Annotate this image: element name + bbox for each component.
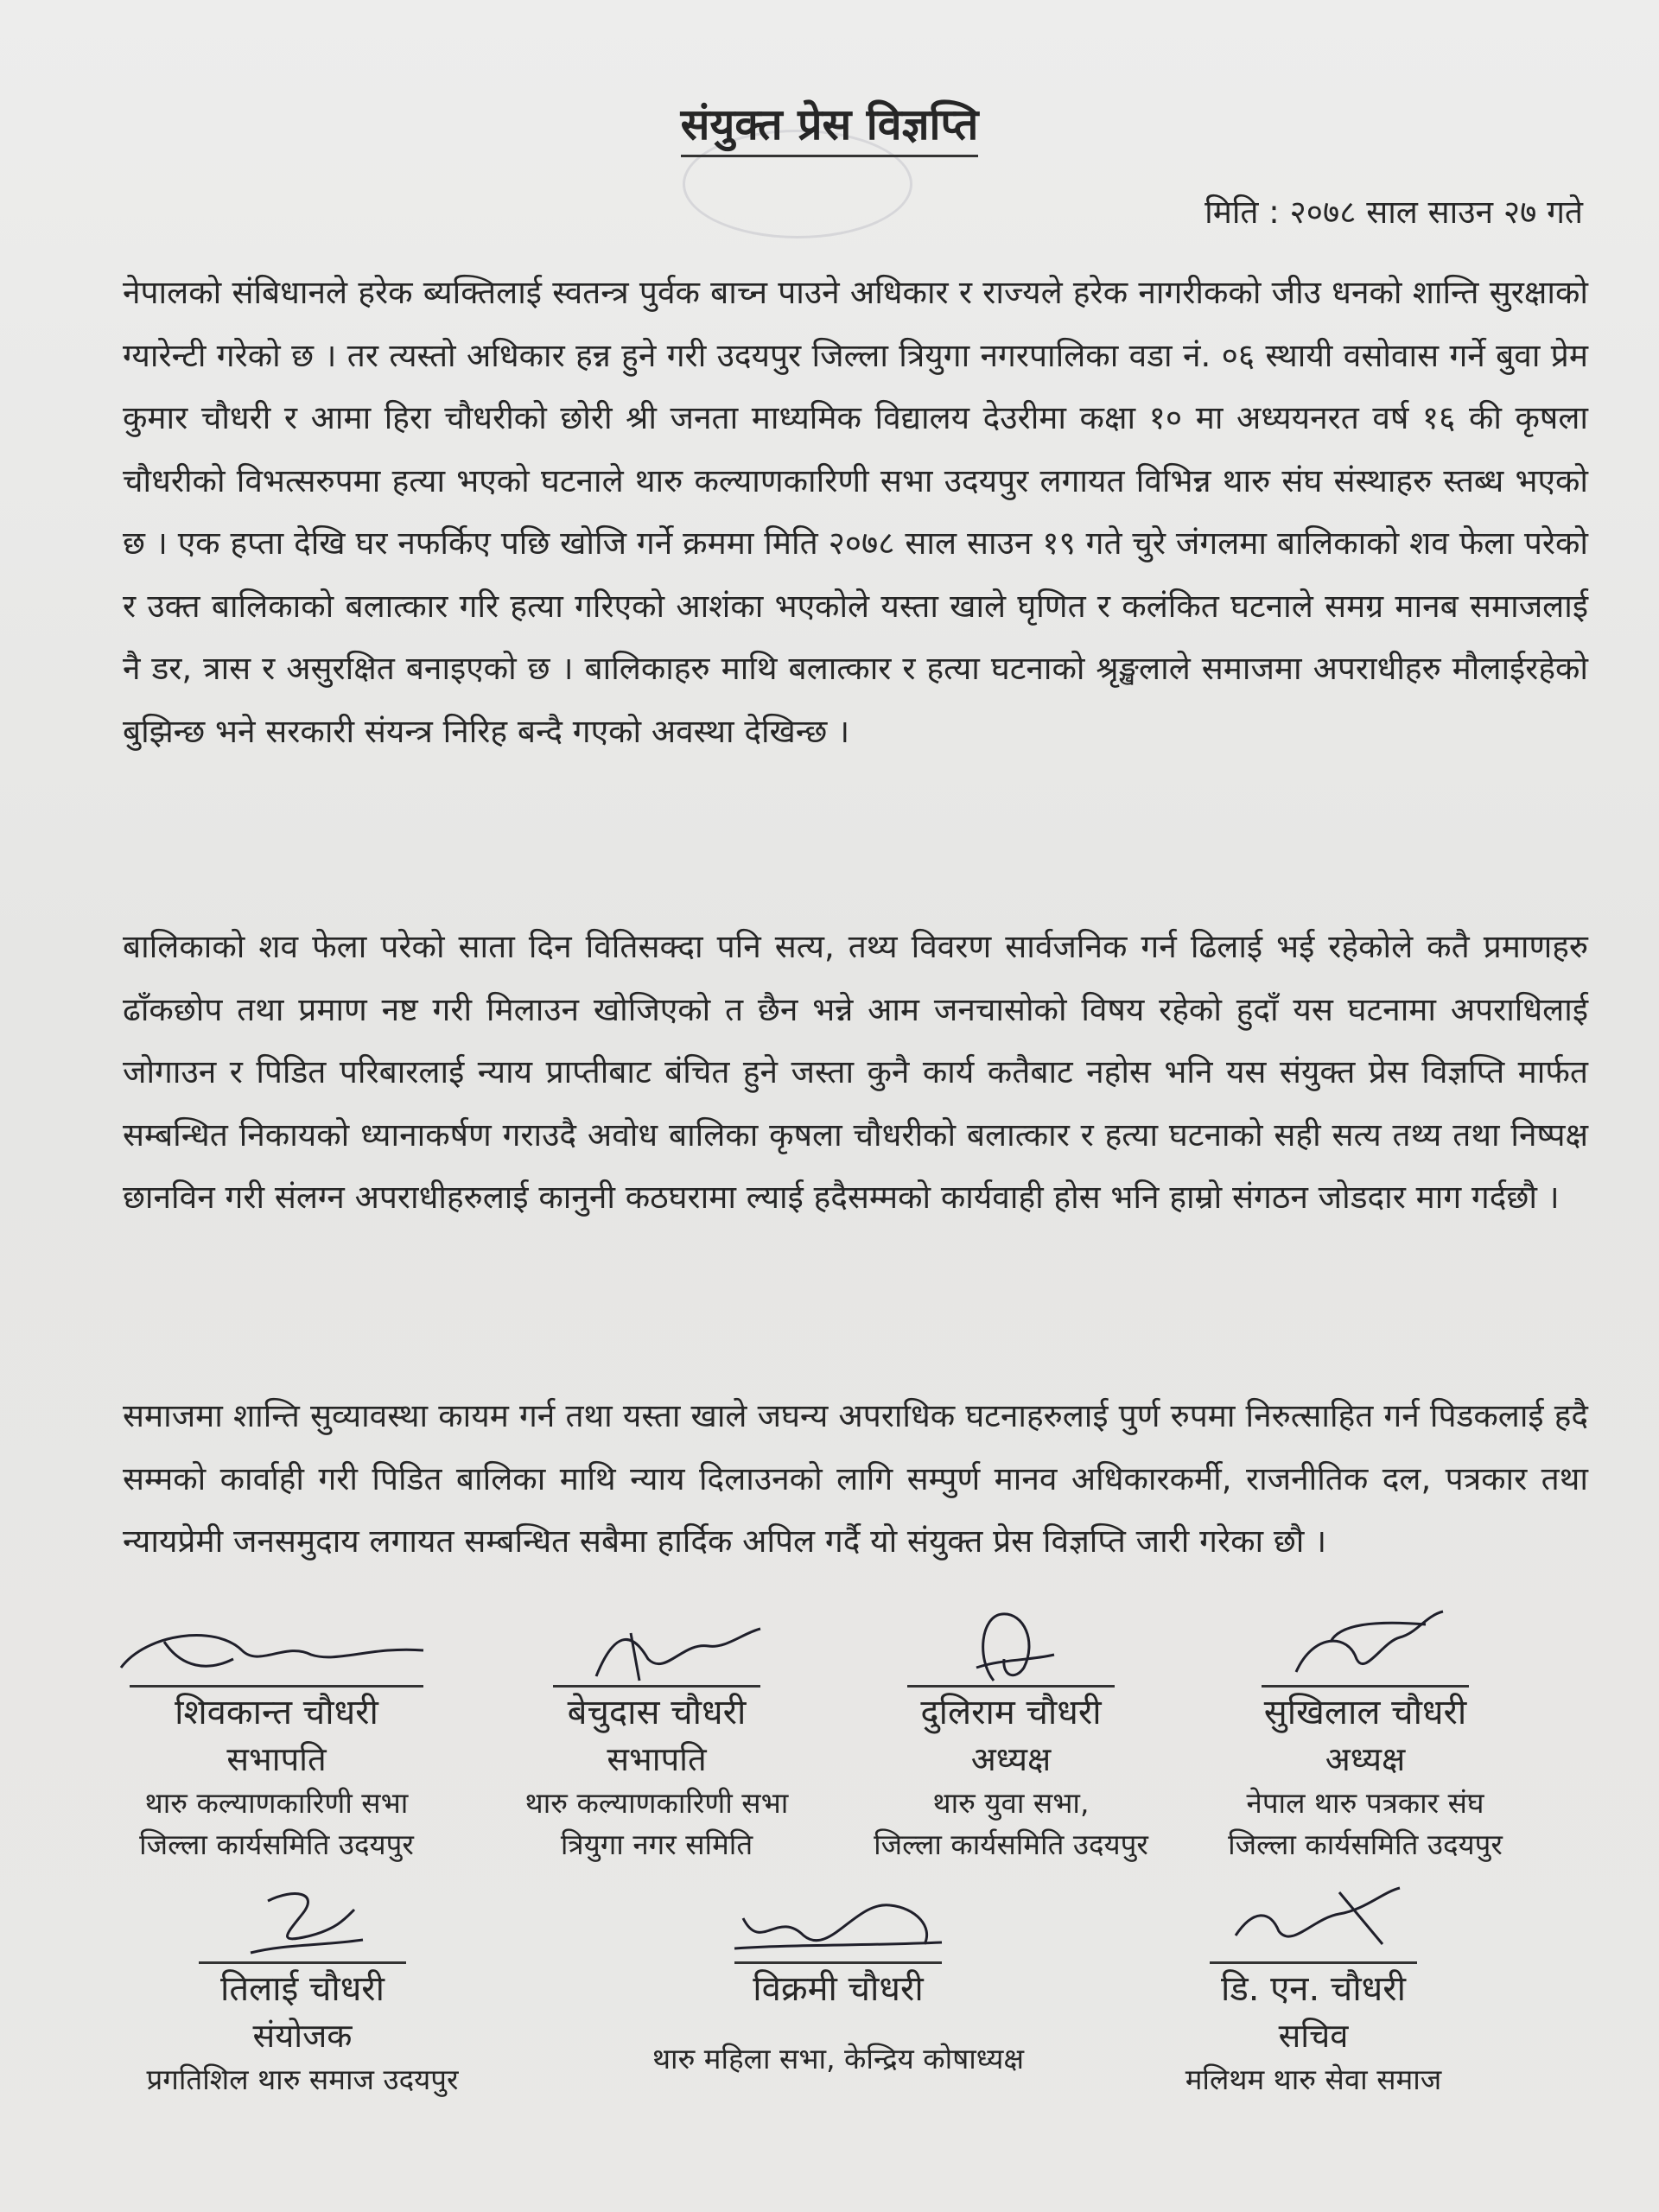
signature-scribble <box>1210 1884 1417 1961</box>
signatory-role: सचिव <box>1278 2017 1349 2055</box>
paragraph-3: समाजमा शान्ति सुव्यावस्था कायम गर्न तथा यस्ता खाले जघन्य अपराधिक घटनाहरुलाई पुर्ण रुपमा निरुत्साहित गर्न पिडकलाई हदै सम्मको कार्वाही गरी पिडित बालिका माथि न्याय दिलाउनको लागि सम्पुर्ण मानव अधिकारकर्मी, राजनीतिक दल, पत्रकार तथा न्यायप्रेमी जनसमुदाय लगायत सम्बन्धित सबैमा हार्दिक अपिल गर्दै यो संयुक्त प्रेस विज्ञप्ति जारी गरेका छौ । <box>123 1397 1588 1560</box>
signatory-org: थारु महिला सभा, केन्द्रिय कोषाध्यक्ष <box>652 2042 1025 2075</box>
signatory-role: संयोजक <box>252 2017 353 2055</box>
signature-scribble <box>216 1884 389 1961</box>
signatory-6 <box>596 1884 1080 2080</box>
document-title: संयुक्त प्रेस विज्ञप्ति <box>0 93 1659 152</box>
signature-scribble <box>942 1607 1080 1685</box>
signatory-org: प्रगतिशिल थारु समाज उदयपुर <box>146 2063 459 2096</box>
document-date: मिति : २०७८ साल साउन २७ गते <box>1205 194 1583 231</box>
signatory-org: नेपाल थारु पत्रकार संघ <box>1246 1786 1484 1820</box>
signatory-org: थारु कल्याणकारिणी सभा <box>144 1786 409 1820</box>
signatory-org: थारु युवा सभा, <box>932 1786 1090 1820</box>
signatory-org: मलिथम थारु सेवा समाज <box>1185 2063 1442 2096</box>
signatory-5 <box>104 1884 501 2101</box>
signature-scribble <box>544 1624 769 1685</box>
signatory-org: जिल्ला कार्यसमिति उदयपुर <box>1228 1827 1503 1861</box>
signatory-3 <box>830 1607 1192 1866</box>
paragraph-1: नेपालको संबिधानले हरेक ब्यक्तिलाई स्वतन्त्र पुर्वक बाच्न पाउने अधिकार र राज्यले हरेक नागरीकको जीउ धनको शान्ति सुरक्षाको ग्यारेन्टी गरेको छ । तर त्यस्तो अधिकार हन्न हुने गरी उदयपुर जिल्ला त्रियुगा नगरपालिका वडा नं. ०६ स्थायी वसोवास गर्ने बुवा प्रेम कुमार चौधरी र आमा हिरा चौधरीको छोरी श्री जनता माध्यमिक विद्यालय देउरीमा कक्षा १० मा अध्ययनरत वर्ष १६ की कृषला चौधरीको विभत्सरुपमा हत्या भएको घटनाले थारु कल्याणकारिणी सभा उदयपुर लगायत विभिन्न थारु संघ संस्थाहरु स्तब्ध भएको छ । एक हप्ता देखि घर नफर्किए पछि खोजि गर्ने क्रममा मिति २०७८ साल साउन १९ गते चुरे जंगलमा बालिकाको शव फेला परेको र उक्त बालिकाको बलात्कार गरि हत्या गरिएको आशंका भएकोले यस्ता खाले घृणित र कलंकित घटनाले समग्र मानब समाजलाई नै डर, त्रास र असुरक्षित बनाइएको छ । बालिकाहरु माथि बलात्कार र हत्या घटनाको श्रृङ्खलाले समाजमा अपराधीहरु मौलाईरहेको बुझिन्छ भने सरकारी संयन्त्र निरिह बन्दै गएको अवस्था देखिन्छ । <box>123 274 1588 750</box>
signature-scribble <box>112 1624 441 1685</box>
signatory-name: डि. एन. चौधरी <box>1220 1969 1407 2009</box>
signatory-name: तिलाई चौधरी <box>219 1969 385 2009</box>
signatory-4 <box>1175 1607 1555 1866</box>
signatory-role: सभापति <box>607 1740 707 1778</box>
signatory-role: अध्यक्ष <box>970 1740 1052 1778</box>
signatory-name: दुलिराम चौधरी <box>920 1693 1102 1732</box>
paragraph-2: बालिकाको शव फेला परेको साता दिन वितिसक्दा पनि सत्य, तथ्य विवरण सार्वजनिक गर्न ढिलाई भई रहेकोले कतै प्रमाणहरु ढाँकछोप तथा प्रमाण नष्ट गरी मिलाउन खोजिएको त छैन भन्ने आम जनचासोको विषय रहेको हुदाँ यस घटनामा अपराधिलाई जोगाउन र पिडित परिबारलाई न्याय प्राप्तीबाट बंचित हुने जस्ता कुनै कार्य कतैबाट नहोस भनि यस संयुक्त प्रेस विज्ञप्ति मार्फत सम्बन्धित निकायको ध्यानाकर्षण गराउदै अवोध बालिका कृषला चौधरीको बलात्कार र हत्या घटनाको सही सत्य तथ्य तथा निष्पक्ष छानविन गरी संलग्न अपराधीहरुलाई कानुनी कठघरामा ल्याई हदैसम्मको कार्यवाही होस भनि हाम्रो संगठन जोडदार माग गर्दछौ । <box>123 928 1588 1216</box>
signatory-role: सभापति <box>226 1740 327 1778</box>
signatory-org: जिल्ला कार्यसमिति उदयपुर <box>139 1827 414 1861</box>
signatory-2 <box>484 1624 830 1866</box>
signature-scribble <box>1270 1607 1460 1685</box>
signatory-name: शिवकान्त चौधरी <box>175 1693 378 1732</box>
signatory-name: सुखिलाल चौधरी <box>1263 1693 1467 1732</box>
signatory-1 <box>104 1624 449 1866</box>
signatory-name: विक्रमी चौधरी <box>753 1969 924 2009</box>
signatory-name: बेचुदास चौधरी <box>567 1693 747 1732</box>
signatory-org: त्रियुगा नगर समिति <box>560 1827 753 1861</box>
signatory-role: अध्यक्ष <box>1325 1740 1406 1778</box>
signature-scribble <box>726 1884 950 1961</box>
signatory-org: थारु कल्याणकारिणी सभा <box>524 1786 789 1820</box>
signatory-7 <box>1115 1884 1512 2101</box>
signatory-org: जिल्ला कार्यसमिति उदयपुर <box>874 1827 1148 1861</box>
